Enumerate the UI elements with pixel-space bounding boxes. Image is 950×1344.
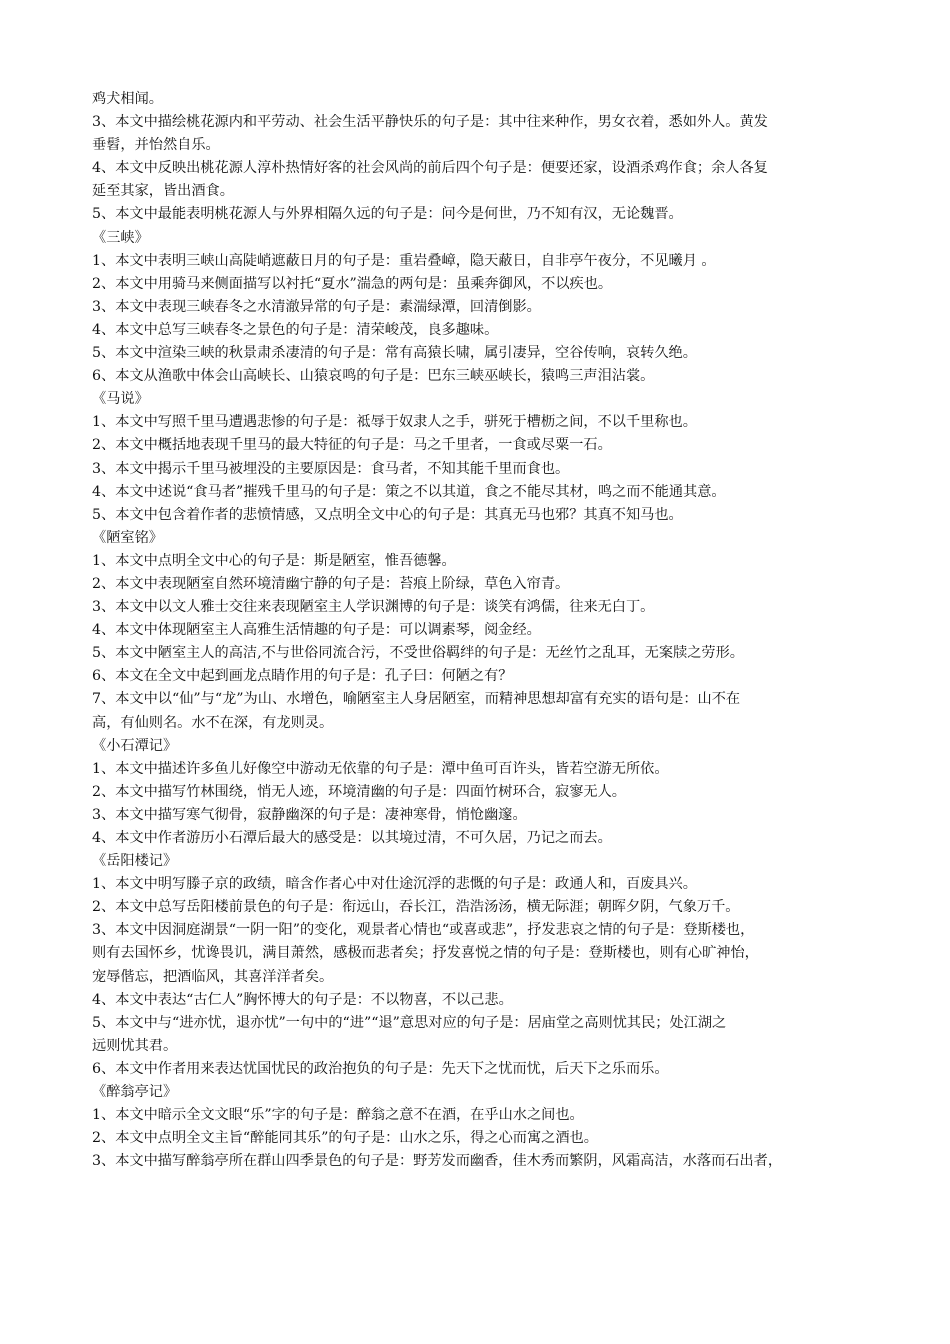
text-line: 6、本文中作者用来表达忧国忧民的政治抱负的句子是：先天下之忧而忧，后天下之乐而乐。 [92,1060,669,1077]
text-line: 延至其家，皆出酒食。 [92,183,234,200]
text-line: 3、本文中描绘桃花源内和平劳动、社会生活平静快乐的句子是：其中往来种作，男女衣着，悉如外人。黄发 [92,114,768,131]
text-line: 4、本文中作者游历小石潭后最大的感受是：以其境过清，不可久居，乃记之而去。 [92,830,612,846]
text-line: 4、本文中总写三峡春冬之景色的句子是：清荣峻茂，良多趣味。 [92,321,499,338]
text-line: 5、本文中与“进亦忧，退亦忧”一句中的“进”“退”意思对应的句子是：居庙堂之高则忧其民；处江湖之 [92,1014,727,1031]
text-line: 3、本文中以文人雅士交往来表现陋室主人学识渊博的句子是：谈笑有鸿儒，往来无白丁。 [92,599,655,616]
section-heading: 《岳阳楼记》 [92,853,178,870]
text-line: 2、本文中概括地表现千里马的最大特征的句子是：马之千里者，一食或尽粟一石。 [92,437,612,454]
text-line: 3、本文中因洞庭湖景“一阴一阳”的变化，观景者心情也“或喜或悲”，抒发悲哀之情的句子是：登斯楼也， [92,922,755,939]
text-line: 3、本文中揭示千里马被埋没的主要原因是：食马者，不知其能千里而食也。 [92,460,570,477]
text-line: 4、本文中体现陋室主人高雅生活情趣的句子是：可以调素琴，阅金经。 [92,622,541,639]
text-line: 垂髫，并怡然自乐。 [92,137,220,154]
text-line: 4、本文中反映出桃花源人淳朴热情好客的社会风尚的前后四个句子是：便要还家，设酒杀鸡作食；余人各复 [92,160,768,177]
text-line: 2、本文中点明全文主旨“醉能同其乐”的句子是：山水之乐，得之心而寓之酒也。 [92,1130,598,1147]
text-line: 4、本文中表达“古仁人”胸怀博大的句子是：不以物喜，不以己悲。 [92,991,513,1008]
text-line: 3、本文中描写醉翁亭所在群山四季景色的句子是：野芳发而幽香，佳木秀而繁阴，风霜高洁，水落而石出者， [92,1153,783,1170]
text-line: 则有去国怀乡，忧谗畏讥，满目萧然，感极而悲者矣；抒发喜悦之情的句子是：登斯楼也，则有心旷神怡， [92,945,759,962]
text-line: 7、本文中以“仙”与“龙”为山、水增色，喻陋室主人身居陋室，而精神思想却富有充实的语句是：山不在 [92,691,741,708]
text-line: 4、本文中述说“食马者”摧残千里马的句子是：策之不以其道，食之不能尽其材，鸣之而不能通其意。 [92,483,726,500]
document-page [92,88,886,1173]
text-line: 远则忧其君。 [92,1037,178,1054]
text-line: 1、本文中明写滕子京的政绩，暗含作者心中对仕途沉浮的悲慨的句子是：政通人和，百废具兴。 [92,876,697,893]
text-line: 2、本文中总写岳阳楼前景色的句子是：衔远山，吞长江，浩浩汤汤，横无际涯；朝晖夕阴，气象万千。 [92,899,740,916]
section-heading: 《马说》 [92,391,149,408]
text-line: 5、本文中陋室主人的高洁,不与世俗同流合污，不受世俗羁绊的句子是：无丝竹之乱耳，无案牍之劳形。 [92,645,744,662]
text-line: 3、本文中描写寒气彻骨，寂静幽深的句子是：凄神寒骨，悄怆幽邃。 [92,806,527,823]
section-heading: 《小石潭记》 [92,737,178,754]
section-heading: 《三峡》 [92,229,149,246]
section-heading: 《醉翁亭记》 [92,1084,178,1101]
text-line: 1、本文中描述许多鱼儿好像空中游动无依靠的句子是：潭中鱼可百许头，皆若空游无所依。 [92,760,669,777]
text-line: 鸡犬相闻。 [92,91,163,107]
text-line: 5、本文中包含着作者的悲愤情感，又点明全文中心的句子是：其真无马也邪？其真不知马也。 [92,506,683,523]
text-line: 6、本文从渔歌中体会山高峡长、山猿哀鸣的句子是：巴东三峡巫峡长，猿鸣三声泪沾裳。 [92,368,655,385]
text-line: 1、本文中暗示全文文眼“乐”字的句子是：醉翁之意不在酒，在乎山水之间也。 [92,1107,584,1124]
text-line: 宠辱偕忘，把酒临风，其喜洋洋者矣。 [92,968,334,985]
text-line: 6、本文在全文中起到画龙点睛作用的句子是：孔子曰：何陋之有？ [92,668,513,685]
text-line: 3、本文中表现三峡春冬之水清澈异常的句子是：素湍绿潭，回清倒影。 [92,298,541,315]
text-line: 2、本文中描写竹林围绕，悄无人迹，环境清幽的句子是：四面竹树环合，寂寥无人。 [92,783,626,800]
text-line: 5、本文中最能表明桃花源人与外界相隔久远的句子是：问今是何世，乃不知有汉，无论魏晋。 [92,206,683,223]
text-line: 5、本文中渲染三峡的秋景肃杀凄清的句子是：常有高猿长啸，属引凄异，空谷传响，哀转久绝。 [92,345,697,362]
text-line: 1、本文中点明全文中心的句子是：斯是陋室，惟吾德馨。 [92,552,456,569]
text-line: 2、本文中表现陋室自然环境清幽宁静的句子是：苔痕上阶绿，草色入帘青。 [92,575,570,592]
text-line: 高，有仙则名。水不在深，有龙则灵。 [92,714,334,731]
text-line: 1、本文中写照千里马遭遇悲惨的句子是：祗辱于奴隶人之手，骈死于槽枥之间，不以千里称也。 [92,414,697,431]
text-line: 2、本文中用骑马来侧面描写以衬托“夏水”湍急的两句是：虽乘奔御风，不以疾也。 [92,275,613,292]
section-heading: 《陋室铭》 [92,529,163,546]
text-line: 1、本文中表明三峡山高陡峭遮蔽日月的句子是：重岩叠嶂，隐天蔽日，自非亭午夜分，不见曦月 。 [92,252,716,269]
